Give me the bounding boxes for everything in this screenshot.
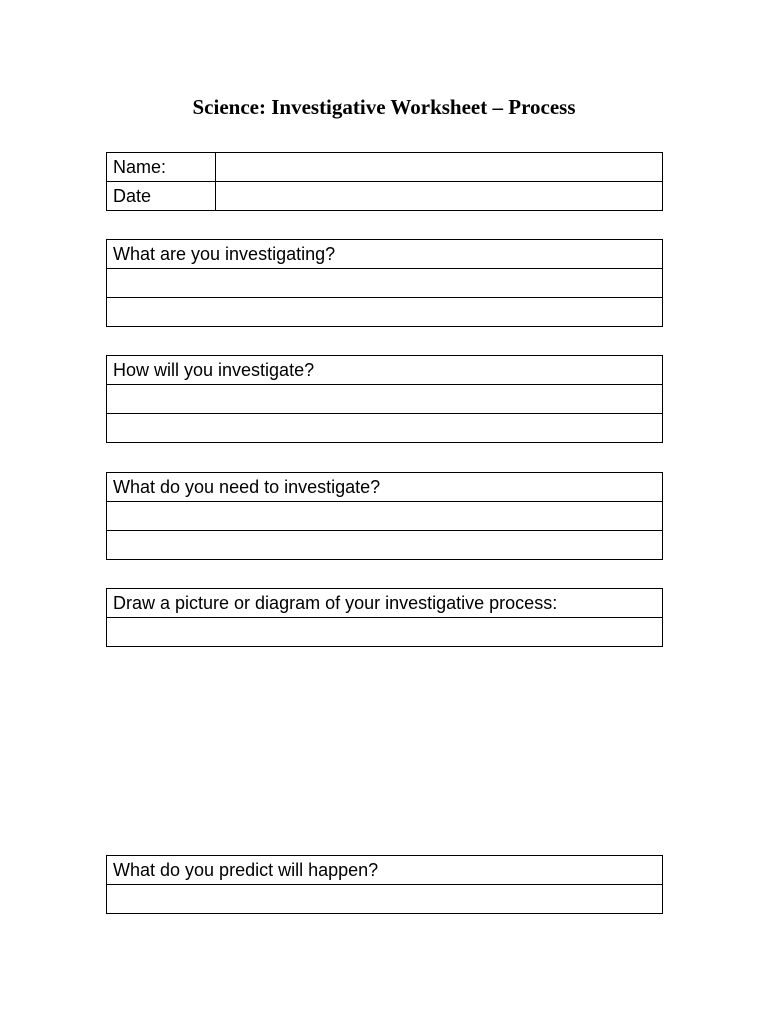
predict-header-row (107, 856, 663, 885)
investigating-header-row (107, 240, 663, 269)
predict-answer-line-1[interactable] (107, 885, 663, 914)
investigating-answer-line-1[interactable] (107, 269, 663, 298)
how-header-row (107, 356, 663, 385)
investigating-answer-line-2[interactable] (107, 298, 663, 327)
investigating-answer-row (107, 298, 663, 327)
worksheet-title: Science: Investigative Worksheet – Process (192, 95, 576, 119)
how-answer-row (107, 414, 663, 443)
date-label: Date (107, 182, 216, 211)
need-header-row (107, 473, 663, 502)
need-answer-row (107, 502, 663, 531)
date-row (107, 182, 663, 211)
draw-question: Draw a picture or diagram of your investigative process: (107, 589, 663, 618)
name-field[interactable] (216, 153, 663, 182)
need-answer-line-1[interactable] (107, 502, 663, 531)
how-question: How will you investigate? (107, 356, 663, 385)
need-question: What do you need to investigate? (107, 473, 663, 502)
drawing-area[interactable] (107, 618, 663, 647)
predict-question: What do you predict will happen? (107, 856, 663, 885)
how-answer-line-1[interactable] (107, 385, 663, 414)
how-section (106, 355, 663, 443)
predict-answer-row (107, 885, 663, 914)
investigating-answer-row (107, 269, 663, 298)
name-label: Name: (107, 153, 216, 182)
how-answer-line-2[interactable] (107, 414, 663, 443)
predict-section (106, 855, 663, 914)
draw-area-row (107, 618, 663, 647)
need-answer-row (107, 531, 663, 560)
draw-header-row (107, 589, 663, 618)
name-date-table (106, 152, 663, 211)
draw-section (106, 588, 663, 647)
investigating-section (106, 239, 663, 327)
investigating-question: What are you investigating? (107, 240, 663, 269)
name-row (107, 153, 663, 182)
need-section (106, 472, 663, 560)
need-answer-line-2[interactable] (107, 531, 663, 560)
date-field[interactable] (216, 182, 663, 211)
how-answer-row (107, 385, 663, 414)
